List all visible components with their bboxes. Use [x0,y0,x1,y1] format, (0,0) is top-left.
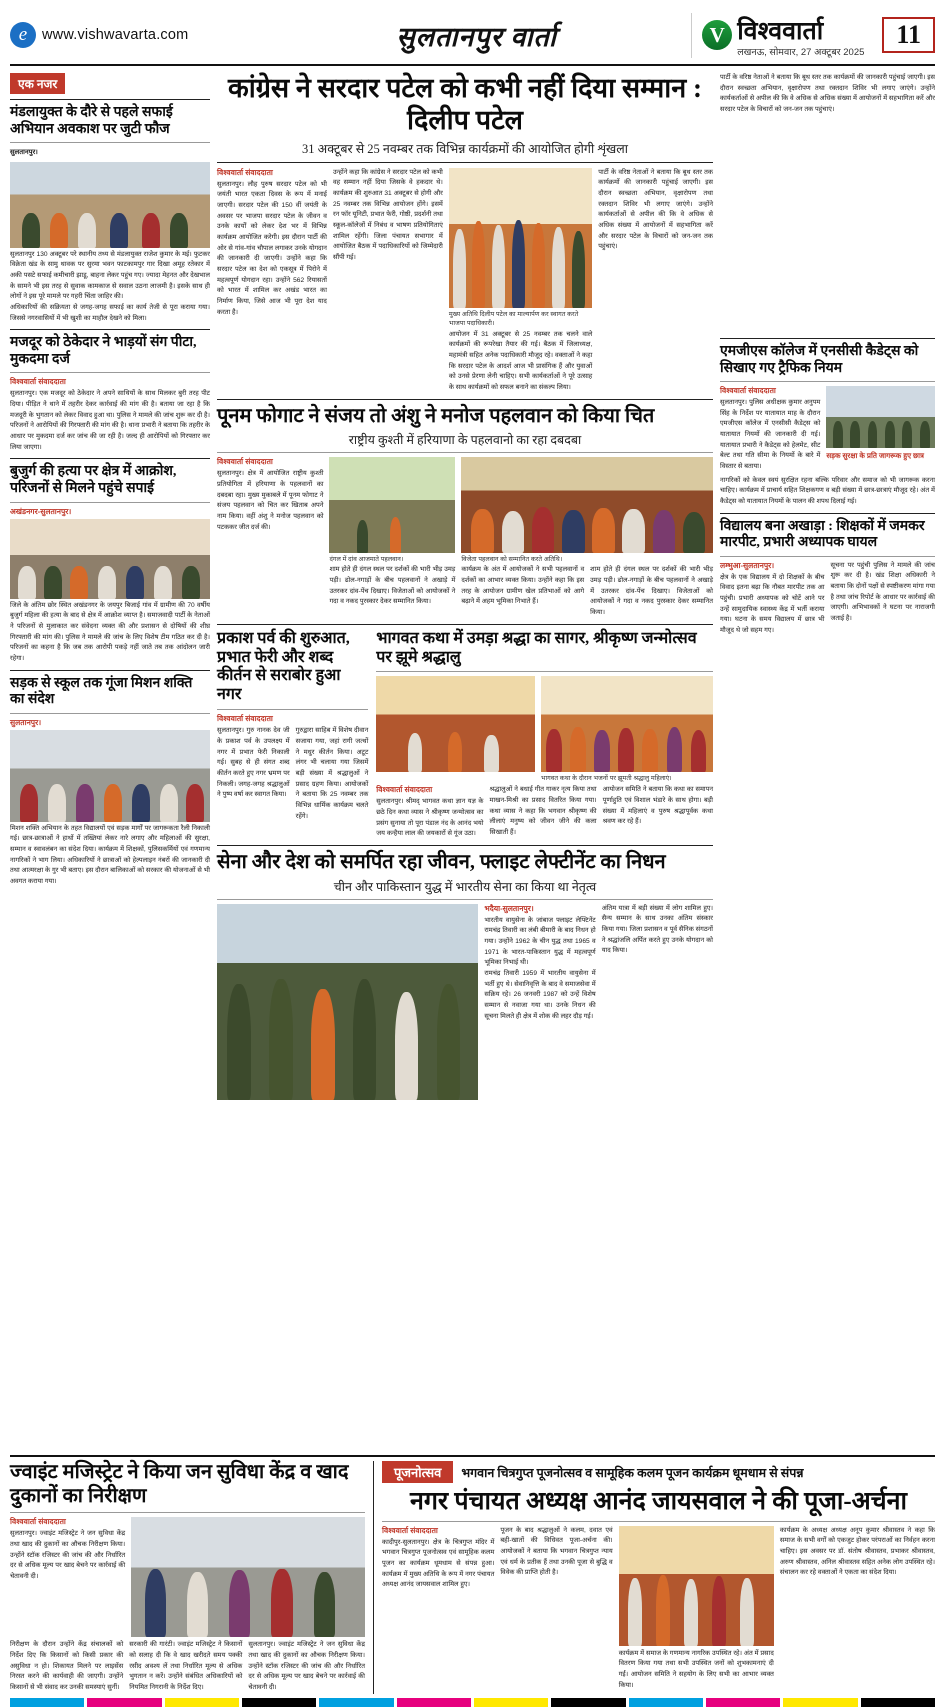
story-sweep-photo [10,162,210,248]
story-elder-byline: अखंडनगर-सुलतानपुर। [10,506,72,516]
pujan-story [373,1461,935,1694]
army-subhead: चीन और पाकिस्तान युद्ध में भारतीय सेना का किया था नेतृत्व [333,879,597,894]
school-col1: क्षेत्र के एक विद्यालय में दो शिक्षकों के बीच विवाद इतना बढ़ा कि नौबत मारपीट तक आ पहुंची। प्रभारी अध्यापक को चोटें आने पर उन्हें सामुदायिक स्वास्थ्य केंद्र में भर्ती कराया गया। घटना के समय विद्यालय में छात्र भी मौजूद थे जो सहम गए। [720,573,825,635]
story-labour [10,335,210,453]
pujan-col1: कादीपुर-सुलतानपुर। क्षेत्र के चित्रगुप्त मंदिर में भगवान चित्रगुप्त पूजनोत्सव एवं सामूहिक कलम पूजन का कार्यक्रम धूमधाम से संपन्न हुआ। कार्यक्रम में मुख्य अतिथि के रूप में नगर पंचायत अध्यक्ष आनंद जायसवाल शामिल हुए। [382,1538,495,1589]
lead-col2: उन्होंने कहा कि कांग्रेस ने सरदार पटेल को कभी वह सम्मान नहीं दिया जिसके वे हकदार थे। कार्यक्रम की शुरुआत 31 अक्टूबर से होगी और 25 नवम्बर तक विभिन्न आयोजन होंगे। इसमें रन फॉर यूनिटी, प्रभात फेरी, गोष्ठी, प्रदर्शनी तथा स्कूल-कॉलेजों में निबंध व भाषण प्रतियोगिताएं शामिल रहेंगी। जिला पंचायत सभागार में आयोजित बैठक में पदाधिकारियों को जिम्मेदारी सौंपी गई। [332,168,443,262]
lead-col4: पार्टी के वरिष्ठ नेताओं ने बताया कि बूथ स्तर तक कार्यक्रमों की जानकारी पहुंचाई जाएगी। इस दौरान स्वच्छता अभियान, वृक्षारोपण तथा रक्तदान शिविर भी लगाए जाएंगे। उन्होंने कार्यकर्ताओं से अपील की कि वे अधिक से अधिक संख्या में आयोजनों में सहभागिता करें और सरदार पटेल के विचारों को जन-जन तक पहुंचाएं। [598,168,713,251]
jm-col3: सरकारी की गारंटी। ज्वाइंट मजिस्ट्रेट ने किसानों को सलाह दी कि वे खाद खरीदते समय पक्की रसीद अवश्य लें तथा निर्धारित मूल्य से अधिक भुगतान न करें। उन्होंने संबंधित अधिकारियों को नियमित निगरानी के निर्देश दिए। [129,1641,243,1691]
wrestling-headline: पूनम फोगाट ने संजय तो अंशु ने मनोज पहलवान को किया चित [217,404,655,427]
edition-date: लखनऊ, सोमवार, 27 अक्टूबर 2025 [737,46,865,58]
school-headline: विद्यालय बना अखाड़ा : शिक्षकों में जमकर मारपीट, प्रभारी अध्यापक घायल [720,518,925,551]
bhagwat-photo-2 [541,676,713,772]
content-grid [10,73,935,1453]
wrestling-col3: कार्यक्रम के अंत में आयोजकों ने सभी पहलवानों व दर्शकों का आभार व्यक्त किया। उन्होंने कहा कि इस तरह के आयोजन ग्रामीण खेल प्रतिभाओं को आगे बढ़ाने में अहम भूमिका निभाते हैं। [461,566,585,606]
bhagwat-photo-1 [376,676,535,772]
pujan-headline: नगर पंचायत अध्यक्ष आनंद जायसवाल ने की पूजा-अर्चना [409,1488,908,1515]
masthead [10,8,935,66]
lead-subhead: 31 अक्टूबर से 25 नवम्बर तक विभिन्न कार्यक्रमों की आयोजित होगी शृंखला [302,141,628,156]
story-labour-body: सुलतानपुर। एक मजदूर को ठेकेदार ने अपने साथियों के साथ मिलकर बुरी तरह पीट दिया। पीड़ित ने थाने में तहरीर देकर कार्रवाई की मांग की है। बताया जा रहा है कि मजदूरी के भुगतान को लेकर विवाद हुआ था। पुलिस ने मामले की जांच शुरू कर दी है। परिजनों ने आरोपियों की गिरफ्तारी की मांग की है। थाना प्रभारी ने बताया कि तहरीर के आधार पर मुकदमा दर्ज कर जांच की जा रही है। जल्द ही आरोपियों को गिरफ्तार कर लिया जाएगा। [10,390,210,451]
lead-col3: आयोजन में 31 अक्टूबर से 25 नवम्बर तक चलने वाले कार्यक्रमों की रूपरेखा तैयार की गई। बैठक में जिलाध्यक्ष, महामंत्री सहित अनेक पदाधिकारी मौजूद रहे। वक्ताओं ने कहा कि सरदार पटेल के आदर्श आज भी प्रासंगिक हैं और युवाओं को उनसे प्रेरणा लेनी चाहिए। सभी कार्यकर्ताओं ने पूरे उत्साह के साथ कार्यक्रमों को सफल बनाने का संकल्प लिया। [448,330,593,392]
bhagwat-headline: भागवत कथा में उमड़ा श्रद्धा का सागर, श्रीकृष्ण जन्मोत्सव पर झूमे श्रद्धालु [376,629,697,666]
ncc-byline: विश्ववार्ता संवाददाता [720,386,776,396]
army-col3: अंतिम यात्रा में बड़ी संख्या में लोग शामिल हुए। सैन्य सम्मान के साथ उनका अंतिम संस्कार किया गया। जिला प्रशासन व पूर्व सैनिक संगठनों ने श्रद्धांजलि अर्पित करते हुए उनके योगदान को याद किया। [601,904,714,955]
school-fight-story [720,519,935,637]
prakash-col2: गुरुद्वारा साहिब में विशेष दीवान सजाया गया, जहां रागी जत्थों ने मधुर कीर्तन किया। अटूट लंगर भी चलाया गया जिसमें बड़ी संख्या में श्रद्धालुओं ने प्रसाद ग्रहण किया। आयोजकों ने बताया कि 25 नवम्बर तक विभिन्न धार्मिक कार्यक्रम चलते रहेंगे। [295,727,369,820]
lead-story [217,73,713,394]
bottom-section [10,1455,935,1694]
wrestling-caption-2: विजेता पहलवान को सम्मानित करते अतिथि। [461,556,563,564]
pujan-col3: कार्यक्रम में समाज के गणमान्य नागरिक उपस्थित रहे। अंत में प्रसाद वितरण किया गया तथा सभी उपस्थित जनों को शुभकामनाएं दी गईं। आयोजन समिति ने सहयोग के लिए सभी का आभार व्यक्त किया। [618,1649,774,1689]
jm-col2: निरीक्षण के दौरान उन्होंने केंद्र संचालकों को निर्देश दिए कि किसानों को किसी प्रकार की असुविधा न हो। शिकायत मिलने पर लाइसेंस निरस्त करने की कार्यवाही की जाएगी। उन्होंने किसानों से भी संवाद कर उनकी समस्याएं सुनीं। [10,1641,124,1691]
story-school-mission [10,676,210,888]
army-col2: रामचंद्र तिवारी 1959 में भारतीय वायुसेना में भर्ती हुए थे। सेवानिवृत्ति के बाद वे समाजसेवा में सक्रिय रहे। 26 जनवरी 1987 को उन्हें विशेष सम्मान से नवाजा गया था। उनके निधन की सूचना मिलते ही क्षेत्र में शोक की लहर दौड़ गई। [484,970,596,1020]
pujan-photo [619,1526,774,1646]
brand-name: विश्ववार्ता [737,17,824,45]
army-col1: भारतीय वायुसेना के जांबाज फ्लाइट लेफ्टिनेंट रामचंद्र तिवारी का लंबी बीमारी के बाद निधन हो गया। उन्होंने 1962 के चीन युद्ध तथा 1965 व 1971 के भारत-पाकिस्तान युद्ध में महत्वपूर्ण भूमिका निभाई थी। [484,916,596,967]
ncc-photo [826,386,935,448]
jm-byline: विश्ववार्ता संवाददाता [10,1517,66,1527]
jm-col1: सुलतानपुर। ज्वाइंट मजिस्ट्रेट ने जन सुविधा केंद्र तथा खाद की दुकानों का औचक निरीक्षण किया। उन्होंने स्टॉक रजिस्टर की जांच की और निर्धारित दर से अधिक मूल्य पर खाद बेचने पर कार्रवाई की चेतावनी दी। [10,1530,126,1580]
joint-magistrate-story [10,1461,365,1694]
pujan-col4: कार्यक्रम के अध्यक्ष अध्यक्ष अनूप कुमार श्रीवास्तव ने कहा कि समाज के सभी वर्गों को एकजुट होकर परंपराओं का निर्वहन करना चाहिए। इस अवसर पर डॉ. संतोष श्रीवास्तव, प्रभाकर श्रीवास्तव, अरुण श्रीवास्तव, अनिल श्रीवास्तव सहित अनेक लोग उपस्थित रहे। संचालन कर रहे वक्ताओं ने एकता का संदेश दिया। [779,1526,935,1577]
army-headline: सेना और देश को समर्पित रहा जीवन, फ्लाइट लेफ्टीनेंट का निधन [217,851,666,874]
ncc-col1: सुलतानपुर। पुलिस अधीक्षक कुमार अनुपम सिंह के निर्देश पर यातायात माह के दौरान एमजीएस कॉलेज में एनसीसी कैडेट्स को यातायात नियमों की जानकारी दी गई। यातायात प्रभारी ने कैडेट्स को हेलमेट, सीट बेल्ट तथा गति सीमा के नियमों के बारे में विस्तार से बताया। [720,399,821,471]
story-elder-photo [10,519,210,599]
jm-col4: सुलतानपुर। ज्वाइंट मजिस्ट्रेट ने जन सुविधा केंद्र तथा खाद की दुकानों का औचक निरीक्षण किया। उन्होंने स्टॉक रजिस्टर की जांच की और निर्धारित दर से अधिक मूल्य पर खाद बेचने पर कार्रवाई की चेतावनी दी। [248,1641,365,1691]
wrestling-col1: सुलतानपुर। क्षेत्र में आयोजित राष्ट्रीय कुश्ती प्रतियोगिता में हरियाणा के पहलवानों का दबदबा रहा। मुख्य मुकाबले में पूनम फोगाट ने संजय पहलवान को चित कर खिताब अपने नाम किया। वहीं अंशु ने मनोज पहलवान को पटककर जीत दर्ज की। [217,470,324,531]
right-column [720,73,935,1453]
prakash-byline: विश्ववार्ता संवाददाता [217,714,273,724]
army-story [217,851,713,1100]
story-mission-body: मिशन शक्ति अभियान के तहत विद्यालयों एवं सड़क मार्गों पर जागरूकता रैली निकाली गई। छात्र-छात्राओं ने हाथों में तख्तियां लेकर नारे लगाए और महिलाओं की सुरक्षा, सम्मान व स्वावलंबन का संदेश दिया। कार्यक्रम में शिक्षकों, पुलिसकर्मियों एवं गणमान्य नागरिकों ने भाग लिया। अधिकारियों ने छात्राओं को हेल्पलाइन नंबरों की जानकारी दी तथा आत्मरक्षा के गुर भी बताए। इस दौरान बालिकाओं को सरकार की योजनाओं से भी अवगत कराया गया। [10,824,210,885]
left-column [10,73,210,1453]
story-elder-murder [10,464,210,664]
e-paper-icon: e [10,22,36,48]
army-photo [217,904,478,1100]
bhagwat-caption: भागवत कथा के दौरान भजनों पर झूमती श्रद्धालु महिलाएं। [541,775,672,783]
section-label-ek-nazar: एक नजर [10,73,65,94]
pujan-byline: विश्ववार्ता संवाददाता [382,1525,438,1535]
story-sweep-headline: मंडलायुक्त के दौरे से पहले सफाई अभियान अवकाश पर जुटी फौज [10,105,173,137]
wrestling-photo-2 [461,457,713,553]
story-mission-photo [10,730,210,822]
pujan-col2: पूजन के बाद श्रद्धालुओं ने कलम, दवात एवं बही-खातों की विधिवत पूजा-अर्चना की। आयोजकों ने बताया कि भगवान चित्रगुप्त न्याय एवं धर्म के प्रतीक हैं तथा उनकी पूजा से बुद्धि व विवेक की प्राप्ति होती है। [500,1526,613,1577]
prakash-col1: सुलतानपुर। गुरु नानक देव जी के प्रकाश पर्व के उपलक्ष्य में नगर में प्रभात फेरी निकाली गई। सुबह से ही संगत शब्द कीर्तन करते हुए नगर भ्रमण पर निकली। जगह-जगह श्रद्धालुओं ने पुष्प वर्षा कर स्वागत किया। [217,727,290,799]
lead-byline: विश्ववार्ता संवाददाता [217,167,273,177]
story-sweep [10,105,210,324]
lead-spill-col: पार्टी के वरिष्ठ नेताओं ने बताया कि बूथ स्तर तक कार्यक्रमों की जानकारी पहुंचाई जाएगी। इस दौरान स्वच्छता अभियान, वृक्षारोपण तथा रक्तदान शिविर भी लगाए जाएंगे। उन्होंने कार्यकर्ताओं से अपील की कि वे अधिक से अधिक संख्या में आयोजनों में सहभागिता करें और सरदार पटेल के विचारों को जन-जन तक पहुंचाएं। [720,74,935,114]
wrestling-caption-1: दंगल में दांव आजमाते पहलवान। [329,556,404,564]
brand-logo [691,13,864,58]
edition-title-wrap [262,17,691,54]
story-mission-byline: सुलतानपुर। [10,717,42,727]
ncc-headline: एमजीएस कॉलेज में एनसीसी कैडेट्स को सिखाए गए ट्रैफिक नियम [720,344,919,376]
page-number: 11 [882,17,935,53]
bhagwat-col1: सुलतानपुर। श्रीमद् भागवत कथा ज्ञान यज्ञ के छठे दिन कथा व्यास ने श्रीकृष्ण जन्मोत्सव का प्रसंग सुनाया तो पूरा पंडाल नंद के आनंद भयो जय कन्हैया लाल की जयकारों से गूंज उठा। [376,798,484,838]
masthead-right [691,13,935,58]
bhagwat-story [376,630,713,840]
wrestling-col3b: शाम होते ही दंगल स्थल पर दर्शकों की भारी भीड़ उमड़ पड़ी। ढोल-नगाड़ों के बीच पहलवानों ने अखाड़े में उतरकर दांव-पेंच दिखाए। विजेताओं को आयोजकों ने गदा व नकद पुरस्कार देकर सम्मानित किया। [590,566,713,617]
pujan-tag: पूजनोत्सव [382,1461,453,1483]
v-logo-icon: V [702,20,732,50]
ncc-note: सड़क सुरक्षा के प्रति जागरूक हुए छात्र [826,451,924,461]
prakash-story [217,630,368,840]
middle-column [217,73,713,1453]
edition-title: सुलतानपुर वार्ता [396,21,557,52]
bhagwat-col3: आयोजन समिति ने बताया कि कथा का समापन पूर्णाहुति एवं विशाल भंडारे के साथ होगा। बड़ी संख्या में महिलाएं व पुरुष श्रद्धापूर्वक कथा श्रवण कर रहे हैं। [602,786,713,826]
ncc-story [720,344,935,508]
lead-photo [449,168,592,308]
jm-photo [131,1517,365,1637]
story-sweep-byline: सुलतानपुर। [10,149,38,157]
pujan-kicker: भगवान चित्रगुप्त पूजनोत्सव व सामूहिक कलम पूजन कार्यक्रम धूमधाम से संपन्न [461,1465,804,1480]
wrestling-story [217,405,713,619]
story-sweep-body: सुलतानपुर 130 अक्टूबर परे स्थानीय तथ्य से मंडलायुक्त राजेश कुमार के मई। फुटकर विक्रेता खंड के सामु थावक पर सुरमा भवन फाटकामपुर गार दिखा अमूह रतेकार में अकी पसटे सफाई कमीचारी झाडू, बाहना लेकर पहुंच गए। ज्यादा मेहनत और देखभाल के सामने भी इस तरह से सुवाक कामकाज से सवाल उठना लाजमी है। इसके साथ ही लोगों ने इस पूरे मामले पर गहरी चिंता जाहिर की। [10,250,210,301]
masthead-left [10,22,262,48]
bhagwat-byline: विश्ववार्ता संवाददाता [376,785,433,795]
school-byline: लम्भुआ-सुलतानपुर। [720,560,775,570]
bhagwat-col2: श्रद्धालुओं ने बधाई गीत गाकर नृत्य किया तथा माखन-मिश्री का प्रसाद वितरित किया गया। कथा व्यास ने कहा कि भगवान श्रीकृष्ण की लीलाएं मनुष्य को जीवन जीने की कला सिखाती हैं। [489,786,597,837]
story-sweep-body2: अधिकारियों की सक्रियता से जगह-जगह सफाई का कार्य तेजी से पूरा कराया गया। जिससे नगरवासियों में भी खुशी का माहौल देखने को मिला। [10,304,210,322]
school-col2: सूचना पर पहुंची पुलिस ने मामले की जांच शुरू कर दी है। खंड शिक्षा अधिकारी ने बताया कि दोनों पक्षों से स्पष्टीकरण मांगा गया है तथा जांच रिपोर्ट के आधार पर कार्रवाई की जाएगी। अभिभावकों ने घटना पर नाराजगी जताई है। [830,561,935,623]
lead-headline: कांग्रेस ने सरदार पटेल को कभी नहीं दिया सम्मान : दिलीप पटेल [227,73,703,135]
army-byline: भदैया-सुलतानपुर। [484,903,534,913]
website-url[interactable]: www.vishwavarta.com [42,27,189,43]
registration-strip [10,1698,935,1707]
wrestling-photo-1 [329,457,455,553]
ncc-col2: नागरिकों को केवल स्वयं सुरक्षित रहना बल्कि परिवार और समाज को भी जागरूक करना चाहिए। कार्यक्रम में प्राचार्य सहित शिक्षकगण व बड़ी संख्या में छात्र-छात्राएं मौजूद रहे। अंत में कैडेट्स को यातायात नियमों के पालन की शपथ दिलाई गई। [720,476,935,506]
jm-headline: ज्वाइंट मजिस्ट्रेट ने किया जन सुविधा केंद्र व खाद दुकानों का निरीक्षण [10,1461,349,1507]
prakash-headline: प्रकाश पर्व की शुरुआत, प्रभात फेरी और शब्द कीर्तन से सराबोर हुआ नगर [217,629,350,704]
wrestling-subhead: राष्ट्रीय कुश्ती में हरियाणा के पहलवानो का रहा दबदबा [348,433,582,448]
lead-photo-caption: मुख्य अतिथि दिलीप पटेल का माल्यार्पण कर स्वागत करते भाजपा पदाधिकारी। [448,310,579,327]
story-labour-byline: विश्ववार्ता संवाददाता [10,377,66,387]
story-labour-headline: मजदूर को ठेकेदार ने भाड़यों संग पीटा, मुकदमा दर्ज [10,335,197,367]
lead-col1: सुलतानपुर। लौह पुरुष सरदार पटेल को भी जयंती भारत एकता दिवस के रूप में मनाई जाएगी। सरदार पटेल की 150 वीं जयंती के अवसर पर भाजपा सरदार पटेल के जीवन व उनके कार्यों को लेकर देश भर में विभिन्न कार्यक्रम आयोजित करेगी। इस दौरान पार्टी की ओर से गांव-गांव चौपाल लगाकर उनके योगदान की जानकारी दी जाएगी। उन्होंने कहा कि सरदार पटेल का देश को एकसूत्र में पिरोने में महत्वपूर्ण योगदान रहा। उन्होंने 562 रियासतों को भारत में शामिल कर अखंड भारत का निर्माण किया, जिसे आज भी पूरा देश याद करता है। [217,180,327,316]
story-elder-body: जिले के अंतिम छोर स्थित अखंडनगर के जयपुर बिजाई गांव में ग्रामीण की 70 वर्षीय बुजुर्ग महिला की हत्या के बाद से क्षेत्र में आक्रोश व्याप्त है। समाजवादी पार्टी के नेताओं ने परिजनों से मुलाकात कर संवेदना व्यक्त की और प्रशासन से दोषियों की शीघ्र गिरफ्तारी की मांग की। पुलिस ने मामले की जांच के लिए विशेष टीम गठित कर दी है। परिजनों का कहना है कि जब तक आरोपी पकड़े नहीं जाते तब तक आंदोलन जारी रहेगा। [10,601,210,662]
wrestling-byline: विश्ववार्ता संवाददाता [217,457,273,467]
story-mission-headline: सड़क से स्कूल तक गूंजा मिशन शक्ति का संदेश [10,675,193,708]
wrestling-col2: शाम होते ही दंगल स्थल पर दर्शकों की भारी भीड़ उमड़ पड़ी। ढोल-नगाड़ों के बीच पहलवानों ने अखाड़े में उतरकर दांव-पेंच दिखाए। विजेताओं को आयोजकों ने गदा व नकद पुरस्कार देकर सम्मानित किया। [329,566,456,606]
story-elder-headline: बुजुर्ग की हत्या पर क्षेत्र में आक्रोश, परिजनों से मिलने पहुंचे सपाई [10,464,177,496]
